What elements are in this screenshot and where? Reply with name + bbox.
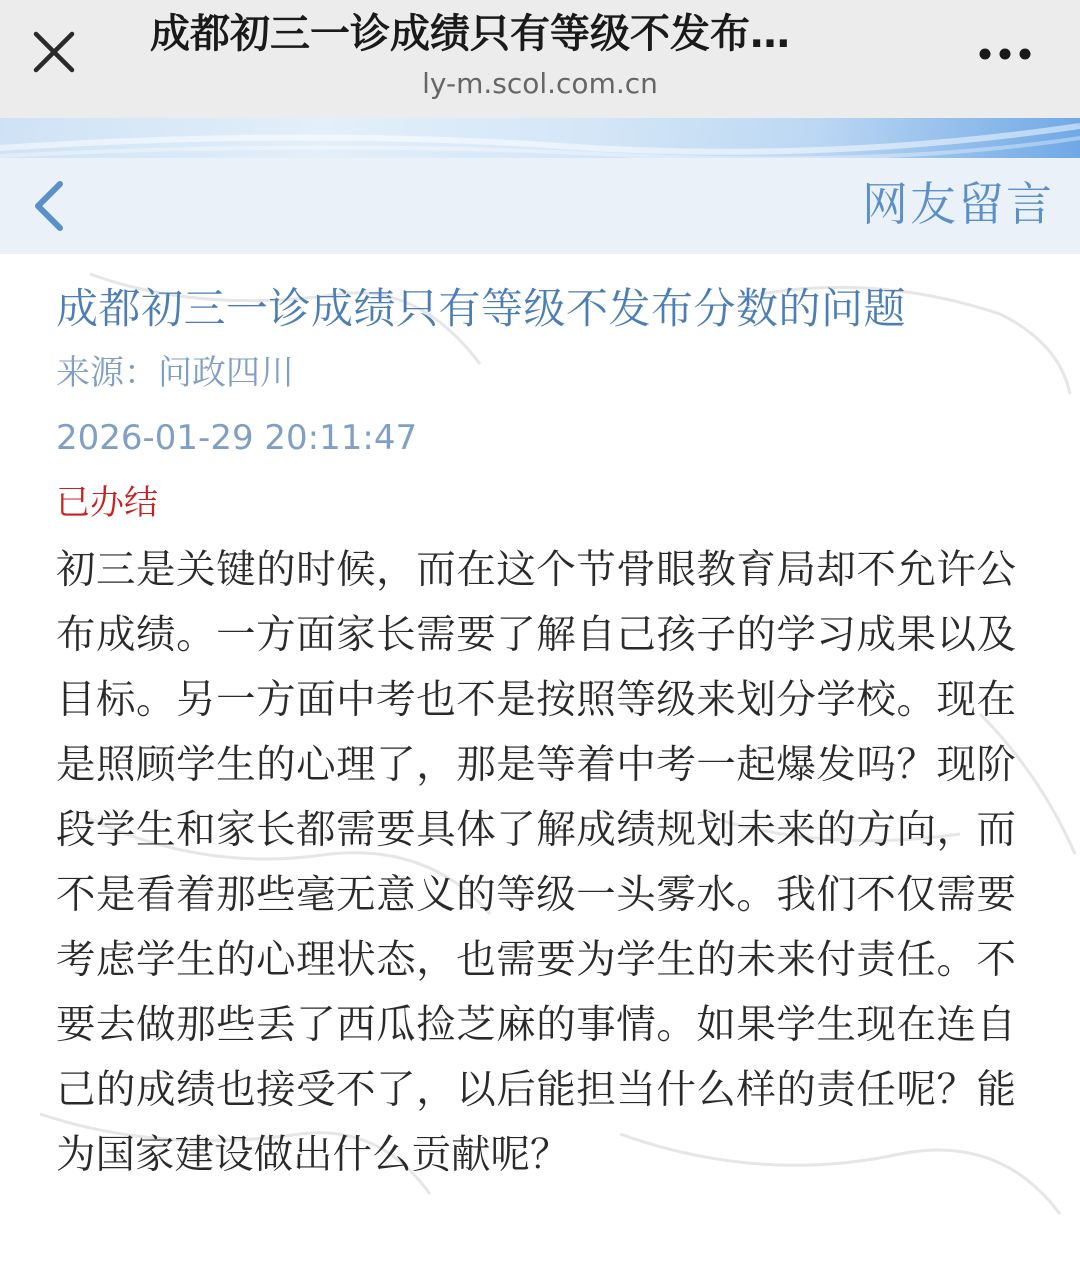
header-banner	[0, 118, 1080, 158]
status-badge: 已办结	[56, 483, 158, 523]
chevron-left-icon[interactable]	[18, 172, 82, 240]
article-title: 成都初三一诊成绩只有等级不发布分数的问题	[56, 284, 907, 333]
article	[56, 254, 1016, 1264]
article-datetime: 2026-01-29 20:11:47	[56, 418, 418, 458]
browser-top-bar	[0, 0, 1080, 118]
page-url: ly-m.scol.com.cn	[422, 67, 658, 100]
more-icon[interactable]	[970, 22, 1040, 82]
nav-title: 网友留言	[862, 177, 1054, 231]
page-title: 成都初三一诊成绩只有等级不发布…	[150, 11, 790, 57]
article-body: 初三是关键的时候，而在这个节骨眼教育局却不允许公布成绩。一方面家长需要了解自己孩子的学习成果以及目标。另一方面中考也不是按照等级来划分学校。现在是照顾学生的心理了，那是等着中考一起爆发吗？现阶段学生和家长都需要具体了解成绩规划未来的方向，而不是看着那些毫无意义的等级一头雾水。我们不仅需要考虑学生的心理状态，也需要为学生的未来付责任。不要去做那些丢了西瓜捡芝麻的事情。如果学生现在连自己的成绩也接受不了，以后能担当什么样的责任呢？能为国家建设做出什么贡献呢？	[56, 547, 1016, 1178]
app-nav-bar	[0, 158, 1080, 254]
banner-decoration	[0, 118, 1080, 158]
article-source: 来源：问政四川	[56, 353, 294, 393]
